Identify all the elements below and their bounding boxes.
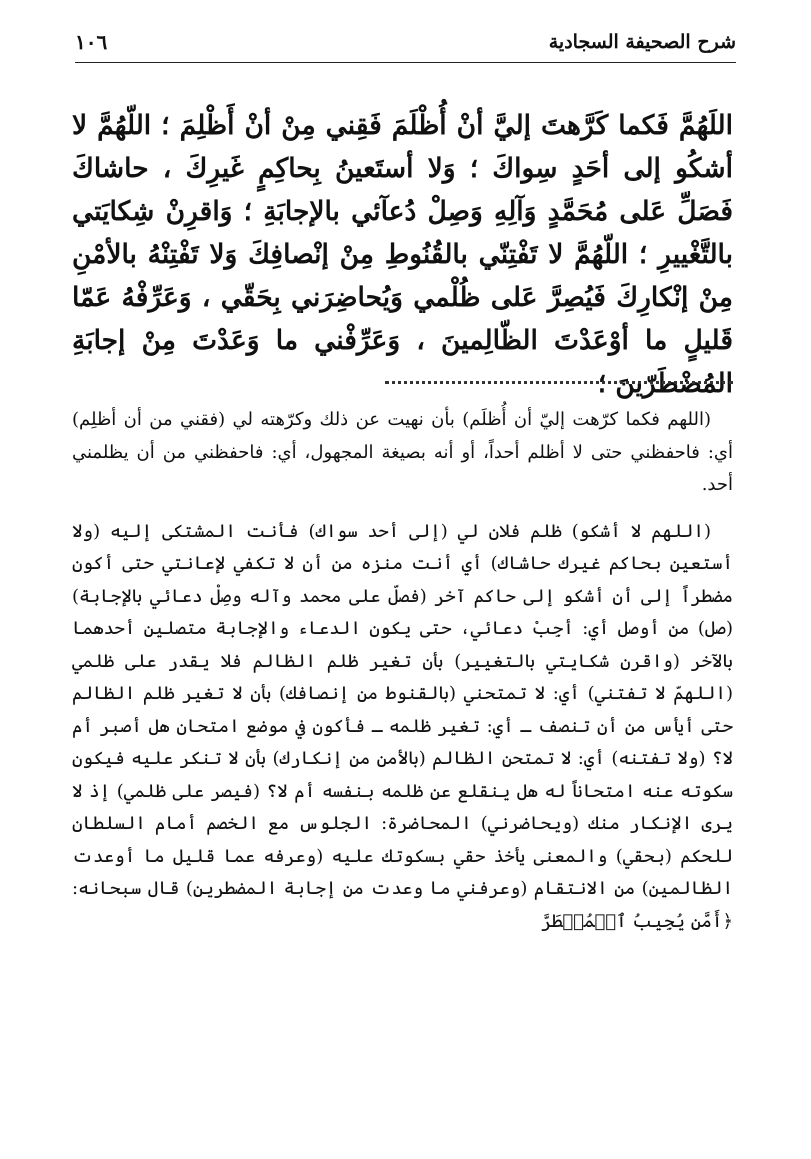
commentary-paragraph: (اللهم لا أشكو) ظلم فلان لي (إلى أحد سواك) فأنت المشتكى إليه (ولا أستعين بحاكم غيرك حاشاك) أي أنت منزه من أن لا تكفي لإعانتي حتى أكون مضطراً إلى أن أشكو إلى حاكم آخر (فصلّ على محمد وآله وصِلْ دعائي بالإجابة) (صل) من أوصل أي: أجِبْ دعائي، حتى يكون الدعاء والإجابة متصلين أحدهما بالآخر (واقرن شكايتي بالتغيير) بأن تغير ظلم الظالم فلا يقدر على ظلمي (اللهمّ لا تفتني) أي: لا تمتحني (بالقنوط من إنصافك) بأن لا تغير ظلم الظالم حتى أيأس من أن تنصف ـ أي: تغير ظلمه ـ فأكون في موضع امتحان هل أصبر أم لا؟ (ولا تفتنه) أي: لا تمتحن الظالم (بالأمن من إنكارك) بأن لا تنكر عليه فيكون سكوته عنه امتحاناً له هل ينقلع عن ظلمه بنفسه أم لا؟ (فيصر على ظلمي) إذ لا يرى الإنكار منك (ويحاضرني) المحاضرة: الجلوس مع الخصم أمام السلطان للحكم (بحقي) والمعنى يأخذ حقي بسكوتك عليه (وعرفه عما قليل ما أوعدت الظالمين) من الانتقام (وعرفني ما وعدت من إجابة المضطرين) قال سبحانه: ﴿أَمَّن يُجِيبُ ٱلۡمُضۡطَرَّ <box>72 520 733 932</box>
commentary-paragraph: (اللهم فكما كرّهت إليّ أن أُظلَم) بأن نهيت عن ذلك وكرّهته لي (فقني من أن أظلِم) أي: فاحفظني حتى لا أظلم أحداً، أو أنه بصيغة المجهول، أي: فاحفظني من أن يظلمني أحد. <box>72 409 733 495</box>
supplication-text: اللَهُمَّ فَكما كَرَّهتَ إليَّ أنْ أُظْلَمَ فَقِني مِنْ أنْ أَظْلِمَ ؛ اللّهُمَّ لا أشكُو إلى أحَدٍ سِواكَ ؛ وَلا أستَعينُ بِحاكِمٍ غَيرِكَ ، حاشاكَ فَصَلِّ عَلى مُحَمَّدٍ وَآلِهِ وَصِلْ دُعآئي بالإجابَةِ ؛ وَاقرِنْ شِكايَتي بالتَّغْييرِ ؛ اللّهُمَّ لا تَفْتِنّي بالقُنُوطِ مِنْ إنْصافِكَ وَلا تَفْتِنْهُ بالأمْنِ مِنْ إنْكارِكَ فَيُصِرَّ عَلى ظُلْمي وَيُحاضِرَني بِحَقّي ، وَعَرِّفْهُ عَمّا قَليلٍ ما أوْعَدْتَ الظّالِمينَ ، وَعَرِّفْني ما وَعَدْتَ مِنْ إجابَةِ المُضْطَرّينَ ؛ <box>72 110 733 399</box>
page-header <box>75 22 736 63</box>
page-number: ١٠٦ <box>75 30 108 54</box>
dotted-separator <box>385 381 733 384</box>
running-title: شرح الصحيفة السجادية <box>548 31 736 53</box>
commentary <box>72 404 733 938</box>
